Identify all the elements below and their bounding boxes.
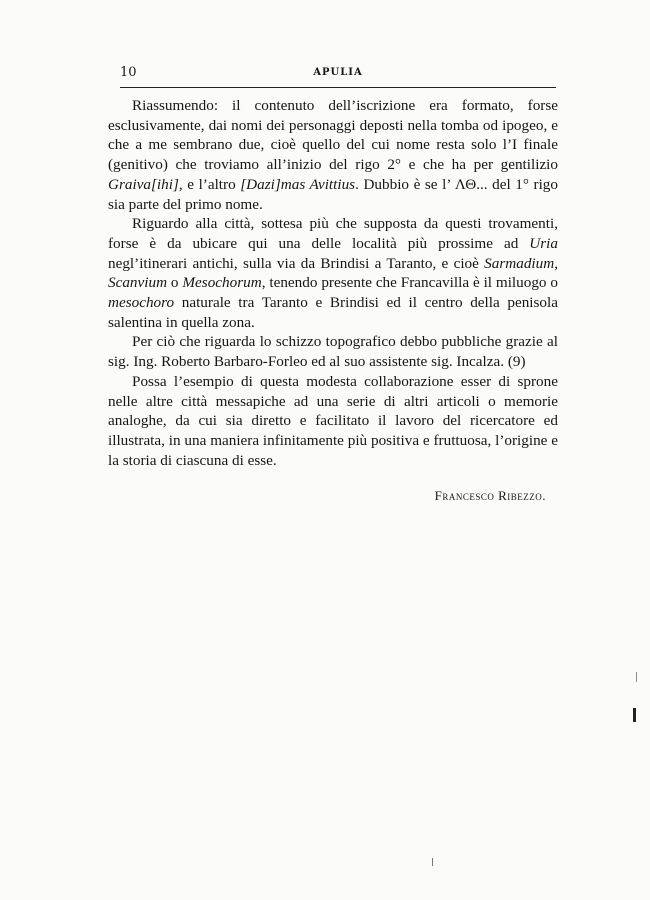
scan-artifact-mark	[636, 672, 637, 682]
paragraph	[108, 332, 558, 371]
paragraph-text: naturale tra Taranto e Brindisi ed il centro della penisola salentina in quella zona.	[108, 294, 558, 331]
italic-text: [Dazi]mas Avittius	[240, 175, 356, 193]
paragraph-text: Riassumendo: il contenuto dell’iscrizione era formato, forse esclusivamente, dai nomi dei personaggi deposti nella tomba od ipogeo, e che a me sembrano due, cioè quello del cui nome resta solo l’I finale (genitivo) che troviamo all’inizio del rigo 2° e che ha per gentilizio	[108, 97, 558, 174]
running-head: APULIA	[313, 67, 363, 78]
paragraph-text: Per ciò che riguarda lo schizzo topografico debbo pubbliche grazie al sig. Ing. Roberto Barbaro-Forleo ed al suo assistente sig. Incalza. (9)	[108, 333, 558, 371]
italic-text: mesochoro	[108, 294, 175, 312]
paragraph	[108, 372, 558, 471]
italic-text: Graiva[ihi]	[108, 175, 179, 193]
paragraph-text: o	[167, 274, 183, 292]
paragraph	[108, 96, 558, 214]
scan-artifact-mark	[432, 858, 433, 866]
page-number: 10	[120, 65, 137, 80]
italic-text: Scanvium	[108, 274, 168, 292]
italic-text: Sarmadium	[484, 254, 555, 272]
italic-text: Uria	[529, 234, 558, 252]
author-signature: Francesco Ribezzo.	[434, 488, 546, 503]
paragraph-text: Possa l’esempio di questa modesta collaborazione esser di sprone nelle altre città messapiche ad una serie di altri articoli o memorie analoghe, da cui sia diretto e facilitato il lavoro del ricercatore ed illustrata, in una maniera infinitamente più positiva e fruttuosa, l’origine e la storia di ciascuna di esse.	[108, 372, 558, 469]
italic-text: Mesochorum	[182, 274, 262, 292]
paragraph-text: Riguardo alla città, sottesa più che supposta da questi trovamenti, forse è da ubicare qui una delle località più prossime ad	[108, 215, 558, 252]
article-body	[108, 96, 558, 470]
paragraph-text: . Dubbio è se l’ ΛΘ... del 1° rigo sia parte del primo nome.	[108, 175, 558, 213]
paragraph-text: , tenendo presente che Francavilla è il miluogo o	[261, 274, 559, 292]
paragraph	[108, 214, 558, 332]
paragraph-text: negl’itinerari antichi, sulla via da Brindisi a Taranto, e cioè	[108, 254, 485, 272]
paragraph-text: ,	[554, 254, 558, 272]
scan-artifact-mark	[633, 708, 636, 722]
paragraph-text: , e l’altro	[178, 175, 241, 193]
page-header	[120, 65, 556, 88]
